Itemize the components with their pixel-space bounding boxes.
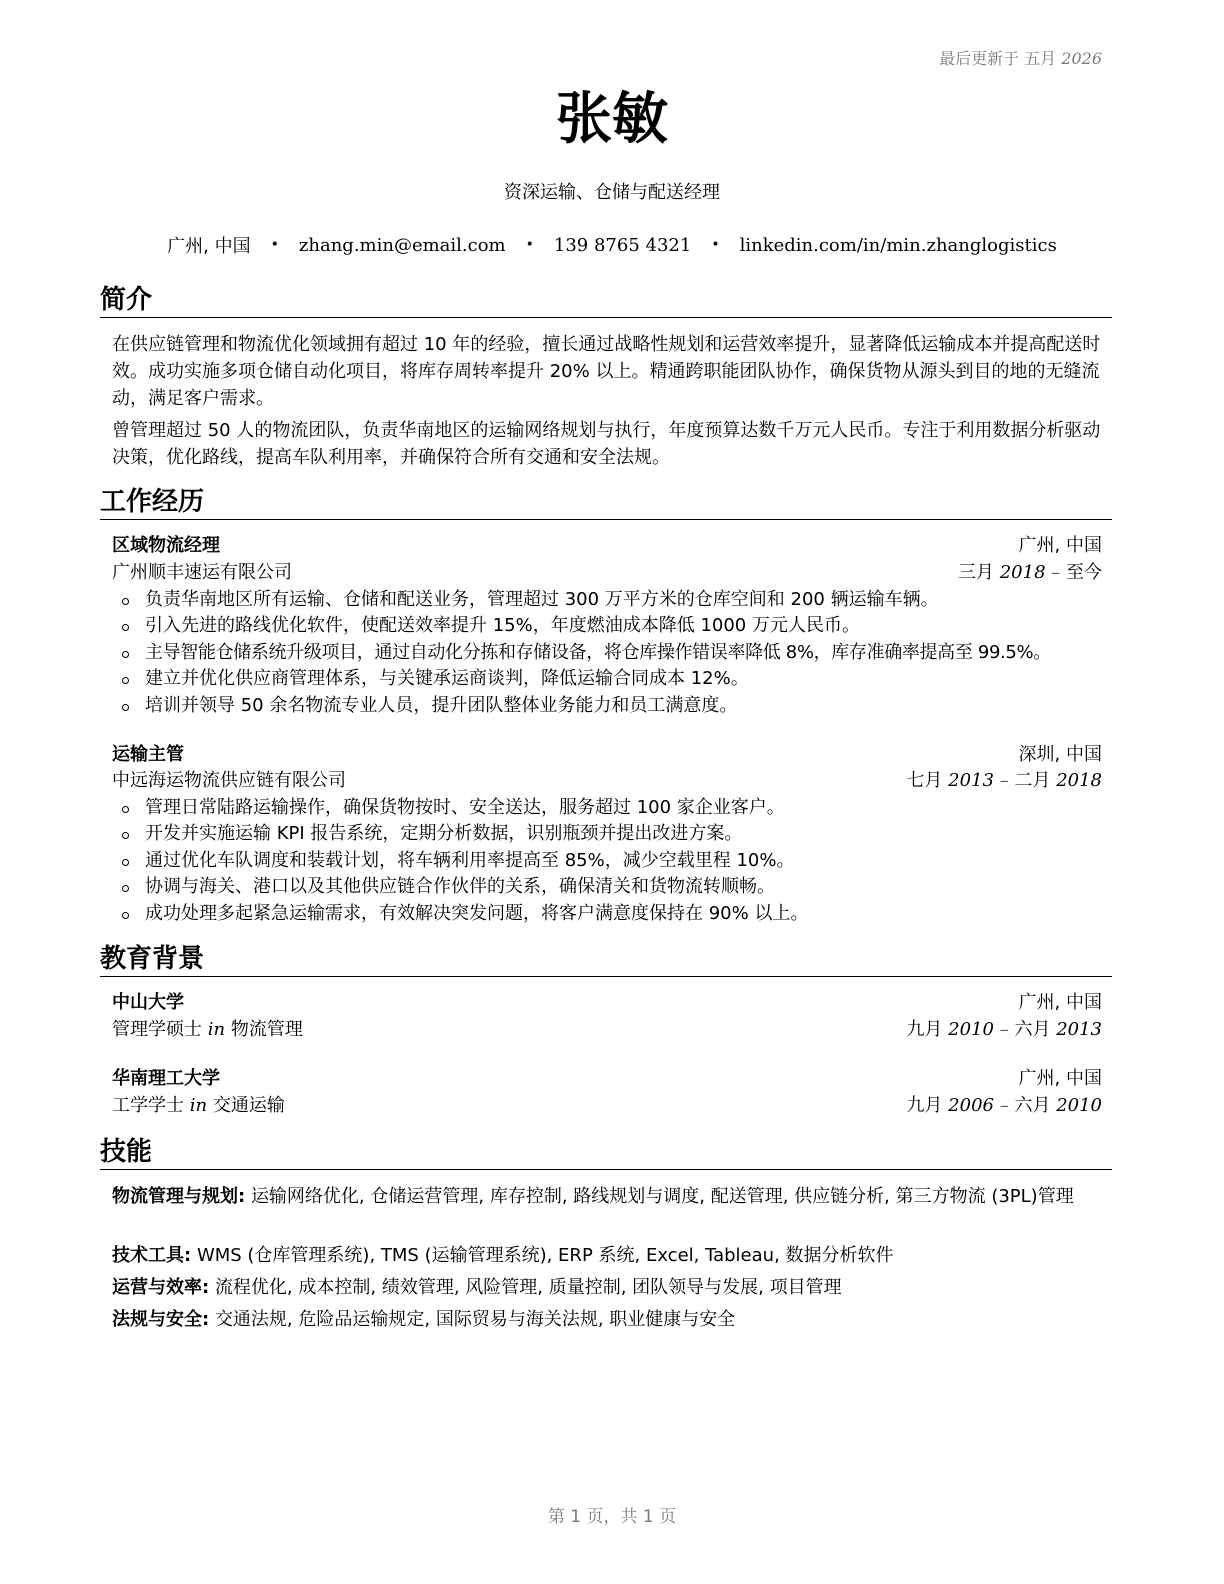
job-bullets [112,795,1112,927]
skill-value: 交通法规, 危险品运输规定, 国际贸易与海关法规, 职业健康与安全 [214,1309,736,1330]
contact-email[interactable]: zhang.min@email.com [298,234,506,256]
skill-label: 法规与安全: [112,1309,210,1330]
summary-paragraph: 在供应链管理和物流优化领域拥有超过 10 年的经验，擅长通过战略性规划和运营效率提升，显著降低运输成本并提高配送时效。成功实施多项仓储自动化项目，将库存周转率提升 20% 以上。精通跨职能团队协作，确保货物从源头到目的地的无缝流动，满足客户需求。 [112,334,1101,409]
list-item: 通过优化车队调度和装载计划，将车辆利用率提高至 85%，减少空载里程 10%。 [112,848,1112,874]
school-header [112,1066,1102,1092]
skill-line [112,1183,1107,1210]
skill-line [112,1306,1107,1333]
summary-paragraph: 曾管理超过 50 人的物流团队，负责华南地区的运输网络规划与执行，年度预算达数千万元人民币。专注于利用数据分析驱动决策，优化路线，提高车队利用率，并确保符合所有交通和安全法规。 [112,420,1101,468]
job-dates: 七月 2013 – 二月 2018 [906,770,1102,791]
list-item: 管理日常陆路运输操作，确保货物按时、安全送达，服务超过 100 家企业客户。 [112,795,1112,821]
skill-line [112,1242,1107,1269]
last-updated-month: 五月 [1024,49,1057,68]
candidate-headline: 资深运输、仓储与配送经理 [504,182,720,203]
skill-label: 运营与效率: [112,1277,210,1298]
list-item: 负责华南地区所有运输、仓储和配送业务，管理超过 300 万平方米的仓库空间和 200 辆运输车辆。 [112,587,1112,613]
section-title-summary: 简介 [100,283,1112,318]
school-dates: 九月 2006 – 六月 2010 [906,1095,1102,1116]
school-name: 中山大学 [112,992,184,1013]
skill-label: 技术工具: [112,1245,192,1266]
school-degree: 管理学硕士 in 物流管理 [112,1019,303,1040]
last-updated [939,46,1102,69]
list-item: 开发并实施运输 KPI 报告系统，定期分析数据，识别瓶颈并提出改进方案。 [112,821,1112,847]
last-updated-year: 2026 [1061,49,1102,68]
section-title-skills: 技能 [100,1135,1112,1170]
contact-bar [0,232,1224,258]
school-header [112,990,1102,1016]
section-title-experience: 工作经历 [100,485,1112,520]
list-item: 主导智能仓储系统升级项目，通过自动化分拣和存储设备，将仓库操作错误率降低 8%，库存准确率提高至 99.5%。 [112,640,1112,666]
job-header [112,742,1102,768]
section-title-education: 教育背景 [100,942,1112,977]
school-name: 华南理工大学 [112,1068,220,1089]
list-item: 引入先进的路线优化软件，使配送效率提升 15%，年度燃油成本降低 1000 万元人民币。 [112,613,1112,639]
skill-line [112,1274,1107,1301]
contact-separator: • [270,237,279,253]
school-location: 广州, 中国 [1018,1068,1102,1089]
job-role: 区域物流经理 [112,535,220,556]
job-bullets [112,587,1112,719]
contact-separator: • [525,237,534,253]
candidate-name: 张敏 [556,87,668,152]
job-header [112,533,1102,559]
job-subheader [112,560,1102,586]
school-subheader [112,1093,1102,1119]
page-number: 第 1 页，共 1 页 [547,1507,677,1527]
school-degree: 工学学士 in 交通运输 [112,1095,285,1116]
job-dates: 三月 2018 – 至今 [957,562,1102,583]
contact-linkedin[interactable]: linkedin.com/in/min.zhanglogistics [739,234,1057,256]
list-item: 协调与海关、港口以及其他供应链合作伙伴的关系，确保清关和货物流转顺畅。 [112,874,1112,900]
last-updated-label: 最后更新于 [939,49,1020,68]
contact-location: 广州, 中国 [167,236,251,257]
skill-value: 运输网络优化, 仓储运营管理, 库存控制, 路线规划与调度, 配送管理, 供应链分析, 第三方物流 (3PL)管理 [250,1186,1074,1207]
contact-separator: • [711,237,720,253]
school-subheader [112,1017,1102,1043]
skill-value: 流程优化, 成本控制, 绩效管理, 风险管理, 质量控制, 团队领导与发展, 项目管理 [214,1277,842,1298]
list-item: 建立并优化供应商管理体系，与关键承运商谈判，降低运输合同成本 12%。 [112,666,1112,692]
contact-phone[interactable]: 139 8765 4321 [553,234,692,256]
school-location: 广州, 中国 [1018,992,1102,1013]
job-company: 中远海运物流供应链有限公司 [112,770,346,791]
job-location: 深圳, 中国 [1018,744,1102,765]
list-item: 成功处理多起紧急运输需求，有效解决突发问题，将客户满意度保持在 90% 以上。 [112,901,1112,927]
school-dates: 九月 2010 – 六月 2013 [906,1019,1102,1040]
skill-label: 物流管理与规划: [112,1186,246,1207]
list-item: 培训并领导 50 余名物流专业人员，提升团队整体业务能力和员工满意度。 [112,693,1112,719]
job-location: 广州, 中国 [1018,535,1102,556]
job-subheader [112,768,1102,794]
skill-value: WMS (仓库管理系统), TMS (运输管理系统), ERP 系统, Excel, Tableau, 数据分析软件 [196,1245,894,1266]
job-role: 运输主管 [112,744,184,765]
job-company: 广州顺丰速运有限公司 [112,562,292,583]
